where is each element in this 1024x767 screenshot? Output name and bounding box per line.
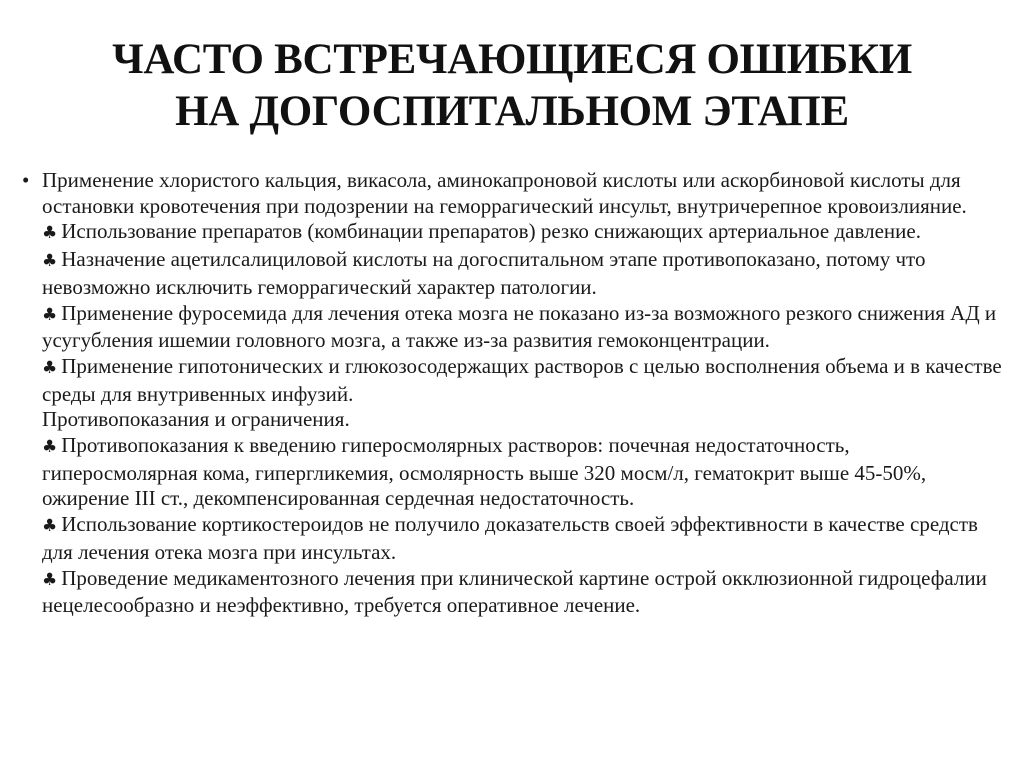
paragraph-1: Применение хлористого кальция, викасола, аминокапроновой кислоты или аскорбиновой кислоты для остановки кровотечения при подозрении на геморрагический инсульт, внутричерепное кровоизлияние. (42, 168, 967, 218)
paragraph-8-text: Использование кортикостероидов не получило доказательств своей эффективности в качестве средств для лечения отека мозга при инсультах. (42, 512, 978, 564)
club-icon: ♣ (42, 223, 58, 244)
errors-list (22, 168, 1002, 619)
club-icon: ♣ (42, 304, 58, 325)
bullet-item (22, 168, 1002, 619)
paragraph-2 (42, 219, 1002, 247)
paragraph-5 (42, 354, 1002, 407)
paragraph-4 (42, 301, 1002, 354)
paragraph-9 (42, 566, 1002, 619)
paragraph-4-text: Применение фуросемида для лечения отека мозга не показано из-за возможного резкого снижения АД и усугубления ишемии головного мозга, а также из-за развития гемоконцентрации. (42, 300, 997, 353)
bullet-dot-icon: • (22, 168, 30, 192)
paragraph-6: Противопоказания и ограничения. (42, 407, 350, 432)
club-icon: ♣ (42, 251, 58, 272)
club-icon: ♣ (42, 516, 58, 537)
paragraph-3-text: Назначение ацетилсалициловой кислоты на догоспитальном этапе противопоказано, потому что невозможно исключить геморрагический характер патологии. (42, 247, 926, 299)
club-icon: ♣ (42, 569, 58, 590)
paragraph-7 (42, 433, 1002, 512)
club-icon: ♣ (42, 437, 58, 458)
paragraph-8 (42, 512, 1002, 565)
club-icon: ♣ (42, 357, 58, 378)
page-title (0, 34, 1024, 138)
paragraph-7-text: Противопоказания к введению гиперосмолярных растворов: почечная недостаточность, гиперосмолярная кома, гипергликемия, осмолярность выше 320 мосм/л, гематокрит выше 45-50%, ожирение III ст., декомпенсированная сердечная недостаточность. (42, 433, 927, 511)
paragraph-2-text: Использование препаратов (комбинации препаратов) резко снижающих артериальное давление. (61, 219, 921, 244)
title-line-2: НА ДОГОСПИТАЛЬНОМ ЭТАПЕ (175, 88, 849, 135)
paragraph-5-text: Применение гипотонических и глюкозосодержащих растворов с целью восполнения объема и в качестве среды для внутривенных инфузий. (42, 353, 1002, 406)
title-line-1: ЧАСТО ВСТРЕЧАЮЩИЕСЯ ОШИБКИ (112, 36, 912, 83)
paragraph-3 (42, 247, 1002, 300)
paragraph-9-text: Проведение медикаментозного лечения при клинической картине острой окклюзионной гидроцефалии нецелесообразно и неэффективно, требуется оперативное лечение. (42, 565, 987, 618)
